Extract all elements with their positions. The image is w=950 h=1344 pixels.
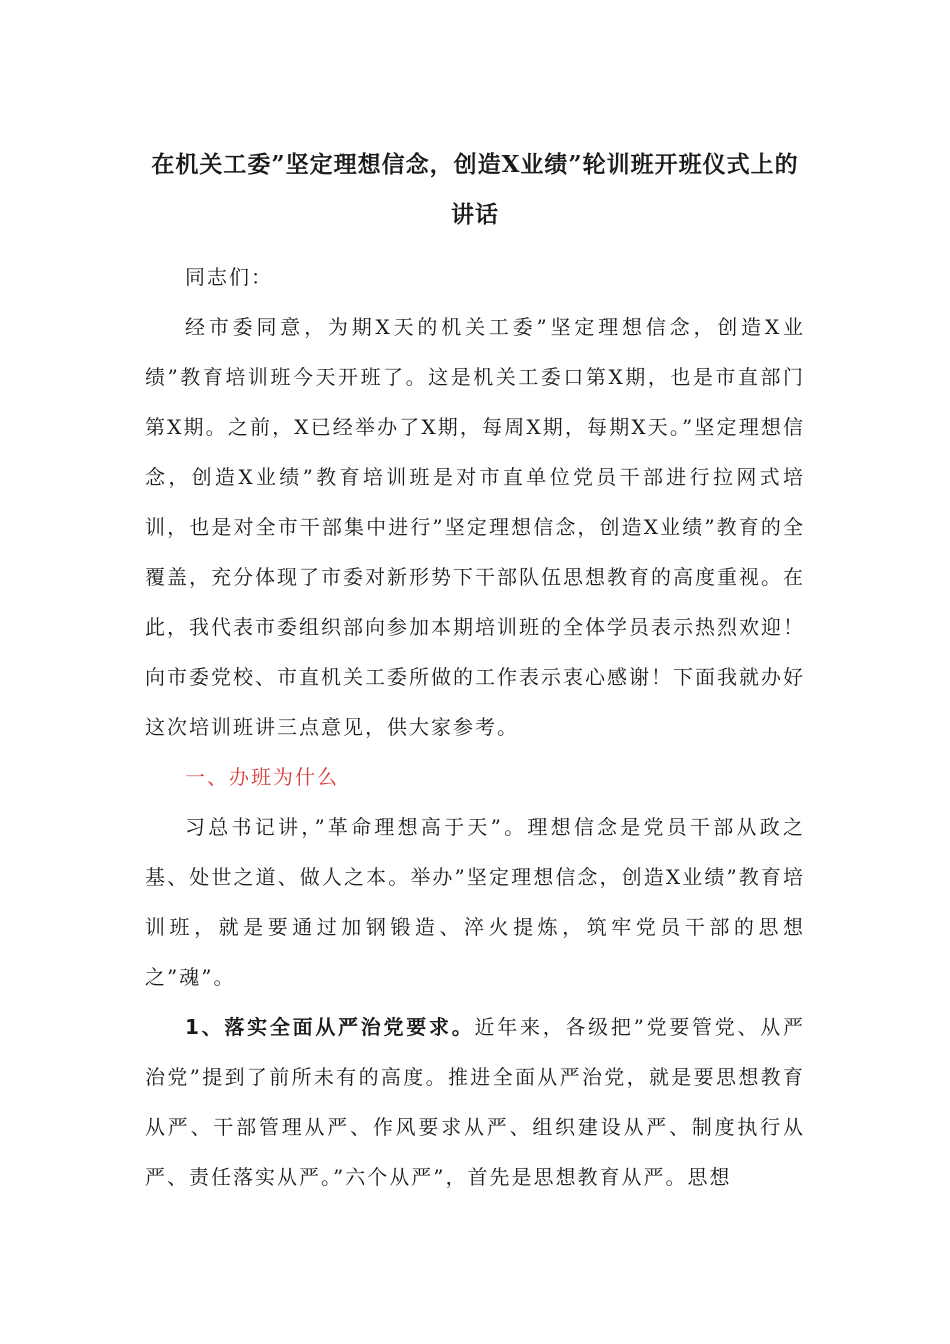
point-1-lead: 1、落实全面从严治党要求。 [185,1015,475,1039]
document-title: 在机关工委”坚定理想信念，创造X业绩”轮训班开班仪式上的讲话 [151,151,799,228]
salutation: 同志们： [185,265,273,289]
section-1-paragraph: 习总书记讲，”革命理想高于天”。理想信念是党员干部从政之基、处世之道、做人之本。举办”坚定理想信念，创造X业绩”教育培训班，就是要通过加钢锻造、淬火提炼，筑牢党员干部的思想之”魂”。 [145,815,805,989]
document-body [145,252,805,1202]
section-heading-1: 一、办班为什么 [185,765,339,789]
point-1-text: 近年来，各级把”党要管党、从严治党”提到了前所未有的高度。推进全面从严治党，就是要思想教育从严、干部管理从严、作风要求从严、组织建设从严、制度执行从严、责任落实从严。”六个从严”，首先是思想教育从严。思想 [145,1015,805,1189]
point-1-paragraph [145,1002,805,1202]
intro-paragraph: 经市委同意，为期X天的机关工委”坚定理想信念，创造X业绩”教育培训班今天开班了。这是机关工委口第X期，也是市直部门第X期。之前，X已经举办了X期，每周X期，每期X天。”坚定理想信念，创造X业绩”教育培训班是对市直单位党员干部进行拉网式培训，也是对全市干部集中进行”坚定理想信念，创造X业绩”教育的全覆盖，充分体现了市委对新形势下干部队伍思想教育的高度重视。在此，我代表市委组织部向参加本期培训班的全体学员表示热烈欢迎！向市委党校、市直机关工委所做的工作表示衷心感谢！下面我就办好这次培训班讲三点意见，供大家参考。 [145,315,805,739]
